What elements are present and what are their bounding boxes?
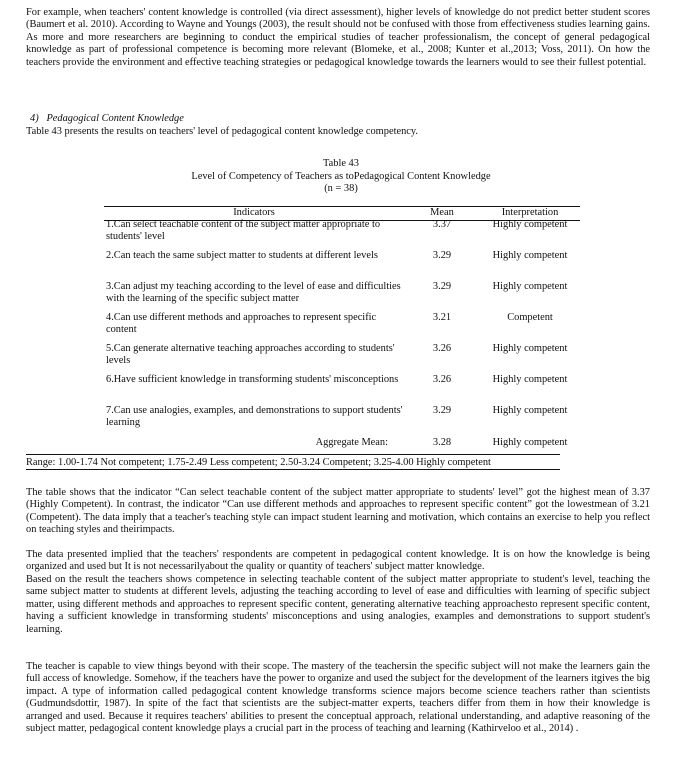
aggregate-interpretation: Highly competent [492, 437, 568, 448]
indicator-cell: 3.Can adjust my teaching according to the level of ease and difficulties with the learning of the specific subject matter [106, 281, 401, 305]
range-legend: Range: 1.00-1.74 Not competent; 1.75-2.49 Less competent; 2.50-3.24 Competent; 3.25-4.00 Highly competent [26, 457, 491, 468]
table-bottom-rule [26, 454, 560, 455]
section-number: 4) [30, 113, 39, 124]
header-interpretation: Interpretation [501, 207, 559, 218]
table-header-row [104, 207, 580, 219]
table-row [104, 405, 580, 436]
table-row [104, 281, 580, 312]
table-row [104, 250, 580, 281]
indicator-cell: 7.Can use analogies, examples, and demonstrations to support students' learning [106, 405, 403, 429]
mean-cell: 3.26 [432, 374, 452, 385]
table-row [104, 219, 580, 250]
mean-cell: 3.26 [432, 343, 452, 354]
table-n: (n = 38) [324, 183, 358, 194]
indicator-cell: 6.Have sufficient knowledge in transforming students' misconceptions [106, 374, 399, 385]
header-indicators: Indicators [233, 207, 275, 218]
header-mean: Mean [430, 207, 454, 218]
mean-cell: 3.21 [432, 312, 452, 323]
discussion-paragraph-4: The teacher is capable to view things beyond with their scope. The mastery of the teachersin the specific subject will not make the learners gain the full access of knowledge. Somehow, if the teachers have the power to organize and used the subject for the development of the learners itgives the big impact. A type of information called pedagogical content knowledge transforms science majors become science teachers rather than scientists (Gudmundsdottir, 1987). In spite of the fact that scientists are the subject-matter experts, teachers differ from them in how their knowledge is arranged and used. Because it requires teachers' abilities to present the conceptual approach, relational understanding, and adaptive reasoning of the subject matter, pedagogical content knowledge plays a crucial part in the process of teaching and learning (Kathirveloo et al., 2014) . [26, 661, 650, 735]
indicator-cell: 1.Can select teachable content of the subject matter appropriate to students' level [106, 219, 381, 243]
interpretation-cell: Highly competent [492, 405, 568, 416]
mean-cell: 3.37 [432, 219, 452, 230]
interpretation-cell: Highly competent [492, 250, 568, 261]
discussion-paragraph-1: The table shows that the indicator “Can select teachable content of the subject matter appropriate to students' level” got the highest mean of 3.37 (Highly Competent). In contrast, the indicator “Can use different methods and approaches to represent specific content” got the lowestmean of 3.21 (Competent). The data imply that a teacher's teaching style can impact student learning and motivation, which contains an exercise to help you reflect on teaching styles and theirimpacts. [26, 487, 650, 536]
mean-cell: 3.29 [432, 281, 452, 292]
intro-paragraph: For example, when teachers' content knowledge is controlled (via direct assessment), higher levels of knowledge do not predict better student scores (Baumert et al. 2010). According to Wayne and Youngs (2003), the result should not be confused with those from effectiveness studies learning gains. As more and more researchers are beginning to conduct the empirical studies of teacher professionalism, the concept of general pedagogical knowledge as part of professional competence is becoming more relevant (Blomeke, et al., 2008; Kunter et al.,2013; Voss, 2011). On how the teachers provide the environment and effective teaching strategies or pedagogical knowledge towards the learners would to see their fullest potential. [26, 7, 650, 68]
interpretation-cell: Competent [507, 312, 553, 323]
interpretation-cell: Highly competent [492, 281, 568, 292]
section-lead: Table 43 presents the results on teachers' level of pedagogical content knowledge competency. [26, 126, 418, 137]
aggregate-mean: 3.28 [432, 437, 452, 448]
mean-cell: 3.29 [432, 405, 452, 416]
table-number: Table 43 [323, 158, 359, 169]
interpretation-cell: Highly competent [492, 343, 568, 354]
aggregate-row [104, 436, 580, 449]
range-rule [26, 469, 560, 470]
table-row [104, 312, 580, 343]
discussion-paragraph-2: The data presented implied that the teachers' respondents are competent in pedagogical content knowledge. It is on how the knowledge is being organized and used but It is not necessarilyabout the quality or quantity of teachers' subject matter knowledge. [26, 549, 650, 573]
table-row [104, 343, 580, 374]
aggregate-label: Aggregate Mean: [315, 437, 388, 448]
indicator-cell: 5.Can generate alternative teaching approaches according to students' levels [106, 343, 395, 367]
indicator-cell: 2.Can teach the same subject matter to students at different levels [106, 250, 378, 261]
table-title: Level of Competency of Teachers as toPedagogical Content Knowledge [191, 171, 491, 182]
indicator-cell: 4.Can use different methods and approaches to represent specific content [106, 312, 377, 336]
interpretation-cell: Highly competent [492, 219, 568, 230]
section-title: Pedagogical Content Knowledge [46, 113, 184, 124]
table-row [104, 374, 580, 405]
interpretation-cell: Highly competent [492, 374, 568, 385]
mean-cell: 3.29 [432, 250, 452, 261]
section-heading [30, 113, 184, 125]
competency-table [104, 207, 580, 449]
discussion-paragraph-3: Based on the result the teachers shows competence in selecting teachable content of the subject matter appropriate to student's level, teaching the same subject matter to students at different levels, adjusting the teaching according to level of ease and difficulties with learning of specific subject matter, using different methods and approaches to represent specific content, generating alternative teaching approachesto represent specific content, having a sufficient knowledge in transforming students' misconceptions and using analogies, examples and demonstrations to support student's learning. [26, 574, 650, 635]
